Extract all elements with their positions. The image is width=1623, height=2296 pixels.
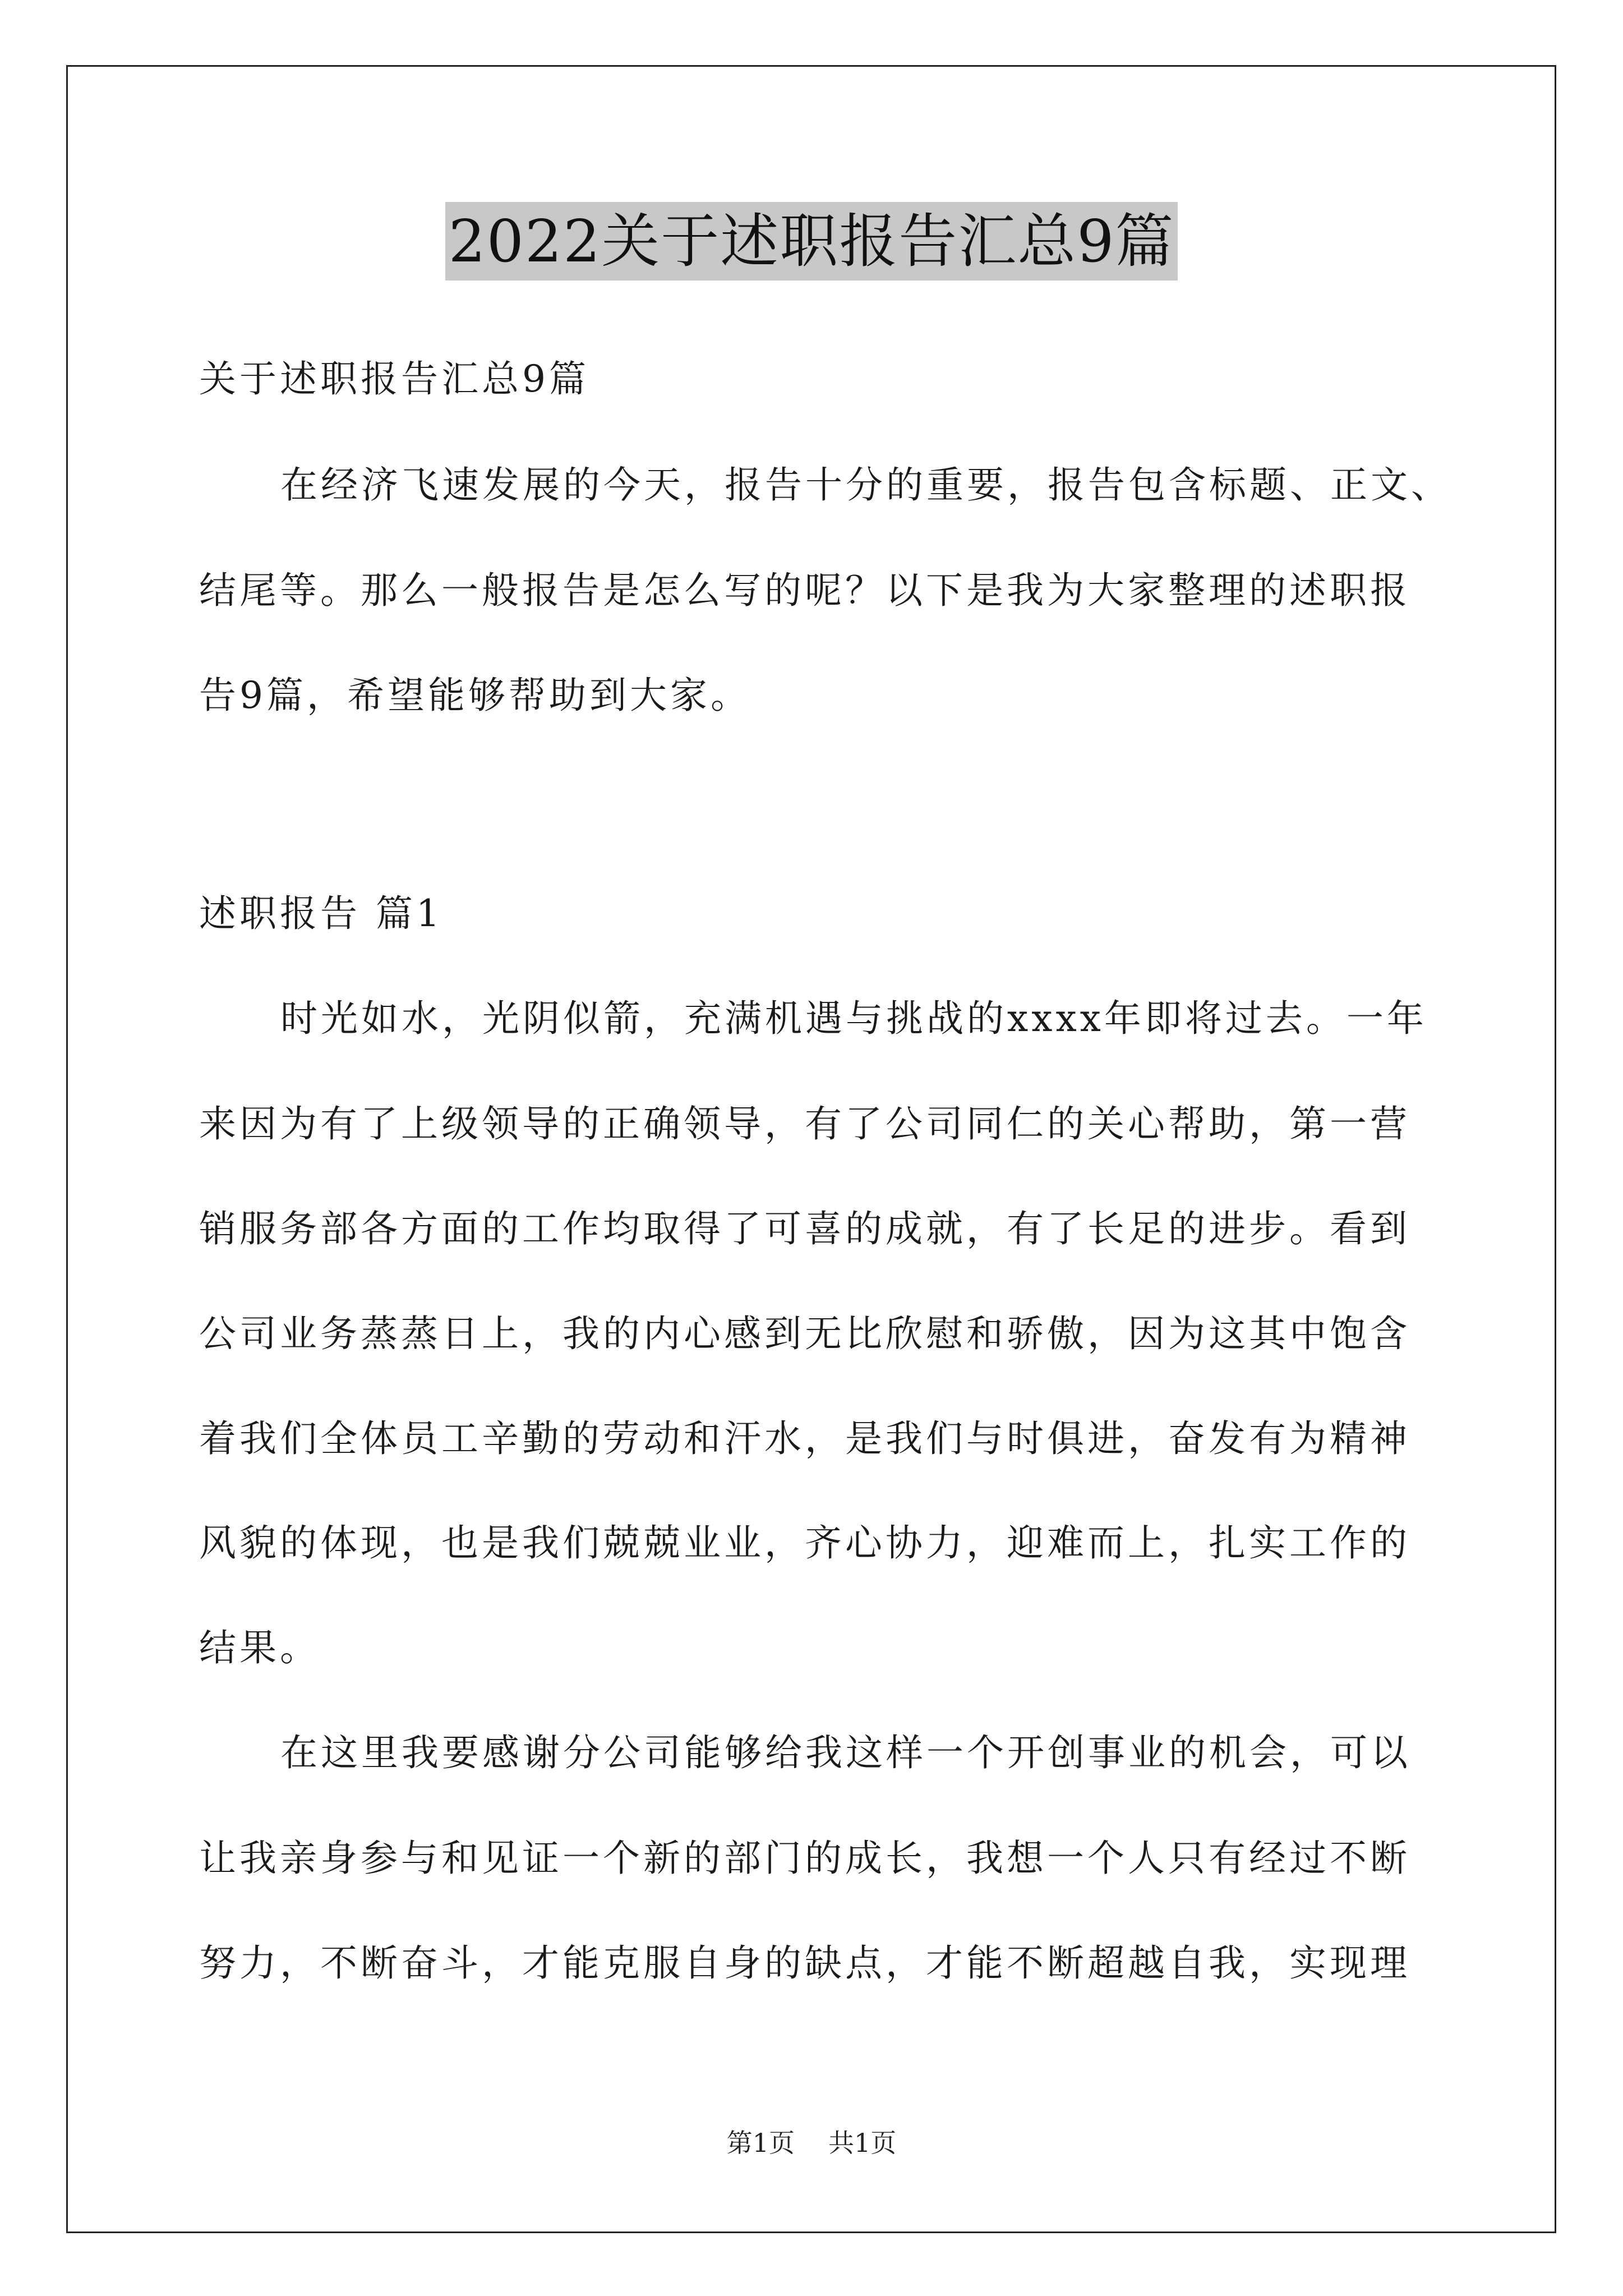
document-title: 2022关于述职报告汇总9篇 [445, 202, 1178, 280]
paragraph-line: 在这里我要感谢分公司能够给我这样一个开创事业的机会，可以 [280, 1731, 1411, 1774]
paragraph-line: 来因为有了上级领导的正确领导，有了公司同仁的关心帮助，第一营 [199, 1102, 1410, 1145]
paragraph-line: 时光如水，光阴似箭，充满机遇与挑战的xxxx年即将过去。一年 [280, 997, 1427, 1040]
page-number: 第1页 [726, 2128, 795, 2158]
paragraph-line: 公司业务蒸蒸日上，我的内心感到无比欣慰和骄傲，因为这其中饱含 [199, 1312, 1410, 1355]
paragraph-line: 销服务部各方面的工作均取得了可喜的成就，有了长足的进步。看到 [199, 1207, 1410, 1250]
page-total: 共1页 [828, 2128, 897, 2158]
page-footer [0, 2126, 1623, 2160]
paragraph-line: 结果。 [199, 1626, 320, 1669]
paragraph-line: 着我们全体员工辛勤的劳动和汗水，是我们与时俱进，奋发有为精神 [199, 1417, 1410, 1460]
section-heading: 述职报告 篇1 [199, 892, 443, 935]
title-container [0, 202, 1623, 280]
intro-line: 结尾等。那么一般报告是怎么写的呢？以下是我为大家整理的述职报 [199, 569, 1410, 612]
paragraph-line: 风貌的体现，也是我们兢兢业业，齐心协力，迎难而上，扎实工作的 [199, 1521, 1410, 1565]
paragraph-line: 努力，不断奋斗，才能克服自身的缺点，才能不断超越自我，实现理 [199, 1941, 1410, 1985]
intro-line: 在经济飞速发展的今天，报告十分的重要，报告包含标题、正文、 [280, 463, 1451, 507]
paragraph-line: 让我亲身参与和见证一个新的部门的成长，我想一个人只有经过不断 [199, 1837, 1410, 1880]
intro-line: 告9篇，希望能够帮助到大家。 [199, 674, 751, 717]
document-subtitle: 关于述职报告汇总9篇 [199, 357, 589, 401]
